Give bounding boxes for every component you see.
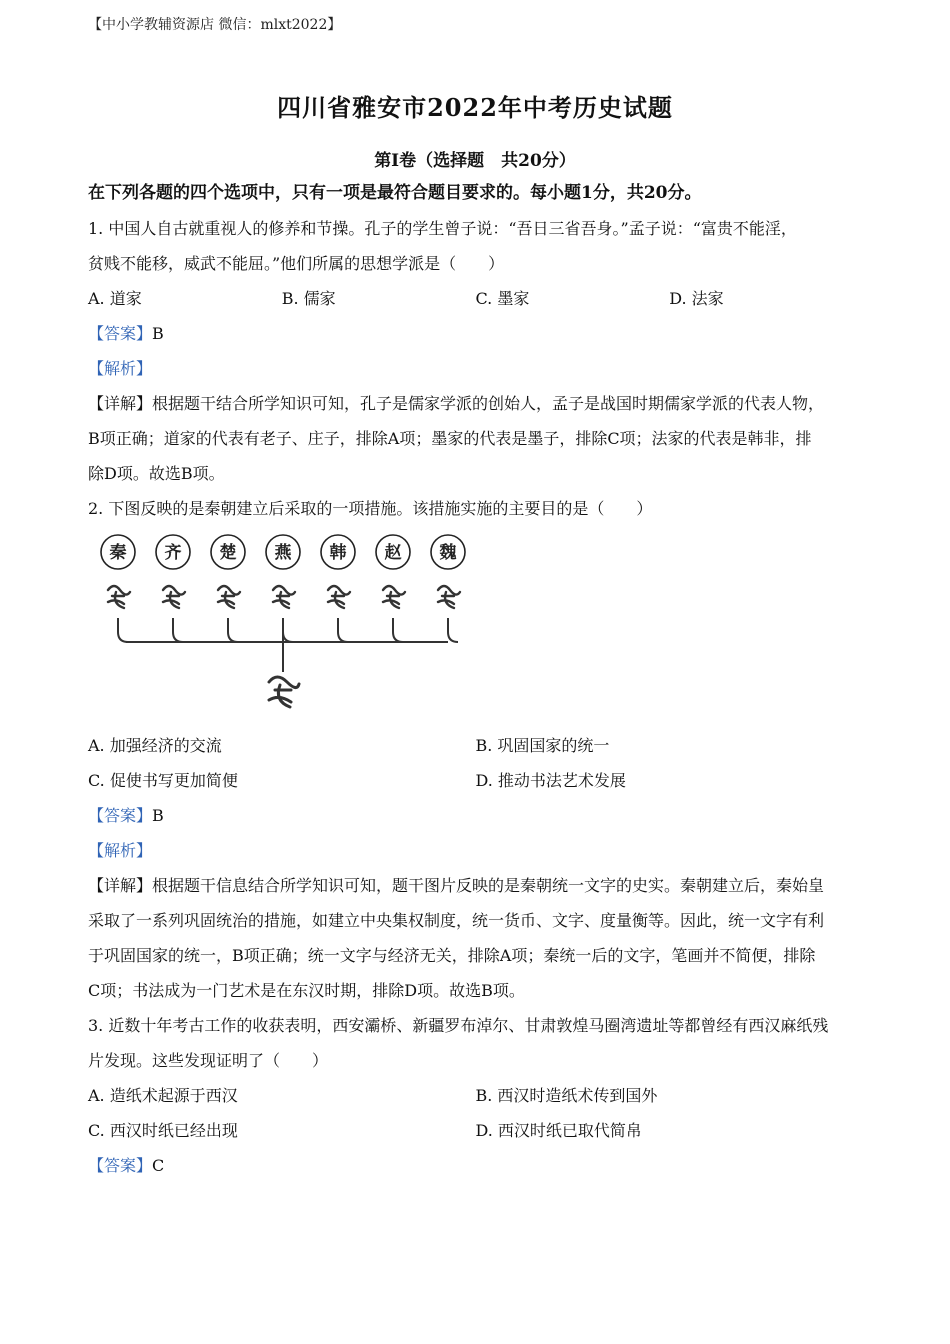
state-name-2: 楚: [219, 543, 237, 563]
q2-detail-line2: 采取了一系列巩固统治的措施，如建立中央集权制度，统一货币、文字、度量衡等。因此，统一文字有利: [88, 911, 825, 930]
seal-glyph-4: [328, 586, 350, 608]
page-header: 【中小学教辅资源店 微信：mlxt2022】: [88, 17, 342, 33]
state-name-4: 韩: [329, 543, 347, 563]
q2-analysis: [88, 833, 863, 868]
answer-value: B: [152, 806, 164, 825]
detail-tag: 【详解】: [88, 876, 153, 895]
state-name-5: 赵: [384, 543, 402, 563]
answer-tag: 【答案】: [88, 806, 153, 825]
answer-value: B: [152, 324, 164, 343]
q2-option-d: D. 推动书法艺术发展: [475, 771, 626, 790]
brace-drop-1: [173, 618, 183, 642]
q3-stem-line1: 3. 近数十年考古工作的收获表明，西安灞桥、新疆罗布淖尔、甘肃敦煌马圈湾遗址等都曾经有西汉麻纸残: [88, 1016, 829, 1035]
seal-glyph-2: [218, 586, 240, 608]
analysis-tag: 【解析】: [88, 359, 153, 378]
detail-text: 根据题干信息结合所学知识可知，题干图片反映的是秦朝统一文字的史实。秦朝建立后，秦始皇: [152, 876, 825, 895]
q3-options-row1: [88, 1078, 863, 1113]
q2-answer: [88, 798, 863, 833]
seal-glyph-1: [163, 586, 185, 608]
q3-options-row2: [88, 1113, 863, 1148]
q2-option-c: C. 促使书写更加简便: [88, 771, 238, 790]
q1-option-a: A. 道家: [88, 289, 142, 308]
seal-glyph-3: [273, 586, 295, 608]
q2-option-a: A. 加强经济的交流: [88, 736, 222, 755]
document-body: [88, 176, 863, 1183]
q1-detail-line3: 除D项。故选B项。: [88, 464, 225, 483]
seal-glyph-0: [108, 586, 130, 608]
unified-seal-glyph: [269, 677, 299, 707]
q1-analysis: [88, 351, 863, 386]
state-name-1: 齐: [164, 543, 182, 563]
q2-option-b: B. 巩固国家的统一: [475, 736, 610, 755]
seal-glyph-6: [438, 586, 460, 608]
brace-drop-2: [228, 618, 238, 642]
brace-drop-3: [283, 618, 293, 642]
q1-detail-line1: [88, 386, 863, 421]
script-diagram: [96, 532, 496, 722]
q3-option-a: A. 造纸术起源于西汉: [88, 1086, 238, 1105]
state-name-6: 魏: [439, 543, 457, 563]
q3-stem-line2: 片发现。这些发现证明了（ ）: [88, 1051, 329, 1070]
q1-option-b: B. 儒家: [281, 289, 336, 308]
q2-options-row1: [88, 728, 863, 763]
q3-option-c: C. 西汉时纸已经出现: [88, 1121, 238, 1140]
q1-answer: [88, 316, 863, 351]
answer-value: C: [152, 1156, 165, 1175]
q1-option-c: C. 墨家: [475, 289, 530, 308]
brace-drop-6: [448, 618, 458, 642]
page-title: 四川省雅安市2022年中考历史试题: [277, 93, 673, 122]
q2-detail-line1: [88, 868, 863, 903]
brace-drop-0: [118, 618, 128, 642]
instruction: 在下列各题的四个选项中，只有一项是最符合题目要求的。每小题1分，共20分。: [88, 183, 702, 203]
section-title: 第Ⅰ卷（选择题 共20分）: [374, 151, 576, 171]
unified-script-figure: [96, 532, 496, 722]
q3-answer: [88, 1148, 863, 1183]
q2-detail-line4: C项；书法成为一门艺术是在东汉时期，排除D项。故选B项。: [88, 981, 525, 1000]
q3-option-b: B. 西汉时造纸术传到国外: [475, 1086, 658, 1105]
q1-option-d: D. 法家: [669, 289, 724, 308]
state-name-3: 燕: [274, 543, 292, 563]
q1-options: [88, 281, 863, 316]
brace-drop-4: [338, 618, 348, 642]
q2-detail-line3: 于巩固国家的统一，B项正确；统一文字与经济无关，排除A项；秦统一后的文字，笔画并不简便，排除: [88, 946, 816, 965]
brace-drop-5: [393, 618, 403, 642]
seal-glyph-5: [383, 586, 405, 608]
analysis-tag: 【解析】: [88, 841, 153, 860]
detail-tag: 【详解】: [88, 394, 153, 413]
q1-stem-line1: 1. 中国人自古就重视人的修养和节操。孔子的学生曾子说：“吾日三省吾身。”孟子说：“富贵不能淫，: [88, 219, 797, 238]
answer-tag: 【答案】: [88, 1156, 153, 1175]
state-name-0: 秦: [109, 543, 127, 563]
q2-stem-line1: 2. 下图反映的是秦朝建立后采取的一项措施。该措施实施的主要目的是（ ）: [88, 499, 653, 518]
q1-detail-line2: B项正确；道家的代表有老子、庄子，排除A项；墨家的代表是墨子，排除C项；法家的代表是韩非，排: [88, 429, 812, 448]
q2-options-row2: [88, 763, 863, 798]
answer-tag: 【答案】: [88, 324, 153, 343]
q1-stem-line2: 贫贱不能移，威武不能屈。”他们所属的思想学派是（ ）: [88, 254, 505, 273]
detail-text: 根据题干结合所学知识可知，孔子是儒家学派的创始人，孟子是战国时期儒家学派的代表人物，: [152, 394, 825, 413]
q3-option-d: D. 西汉时纸已取代简帛: [475, 1121, 642, 1140]
